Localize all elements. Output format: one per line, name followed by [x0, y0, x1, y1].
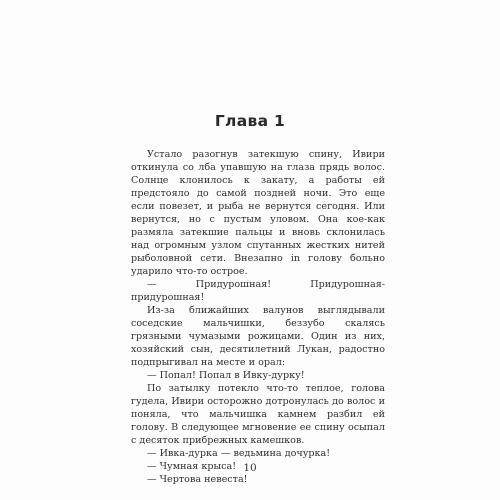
paragraph: — Чертова невеста! — [147, 474, 248, 485]
paragraph: — Придурошная! Придурошная-придурошная! — [131, 279, 385, 303]
paragraph: Устало разогнув затекшую спину, Ивири откинула со лба упавшую на глаза прядь волос. Солнце клонилось к закату, а работы ей предстояло до самой поздней ночи. Это еще если повезет, и рыба не вернутся сегодня. Или вернутся, но с пустым уловом. Она кое-как размяла затекшие пальцы и вновь склонилась над огромным узлом спутанных жестких нитей рыболовной сети. Внезапно in голову больно ударило что-то острое. — [131, 149, 385, 277]
paragraph: По затылку потекло что-то теплое, голова гудела, Ивири осторожно дотронулась до волос и поняла, что мальчишка камнем разбил ей голову. В следующее мгновение ее спину осыпал с десяток прибрежных камешков. — [131, 383, 385, 446]
chapter-body — [131, 148, 385, 486]
paragraph: — Чумная крыса! — [147, 461, 237, 472]
paragraph: — Ивка-дурка — ведьмина дочурка! — [147, 448, 331, 459]
chapter-title: Глава 1 — [214, 112, 286, 130]
paragraph: — Попал! Попал в Ивку-дурку! — [147, 370, 305, 381]
page-number: 10 — [243, 462, 257, 474]
paragraph: Из-за ближайших валунов выглядывали соседские мальчишки, беззубо скалясь грязными чумазыми рожицами. Один из них, хозяйский сын, десятилетний Лукан, радостно подпрыгивал на месте и орал: — [131, 305, 385, 368]
